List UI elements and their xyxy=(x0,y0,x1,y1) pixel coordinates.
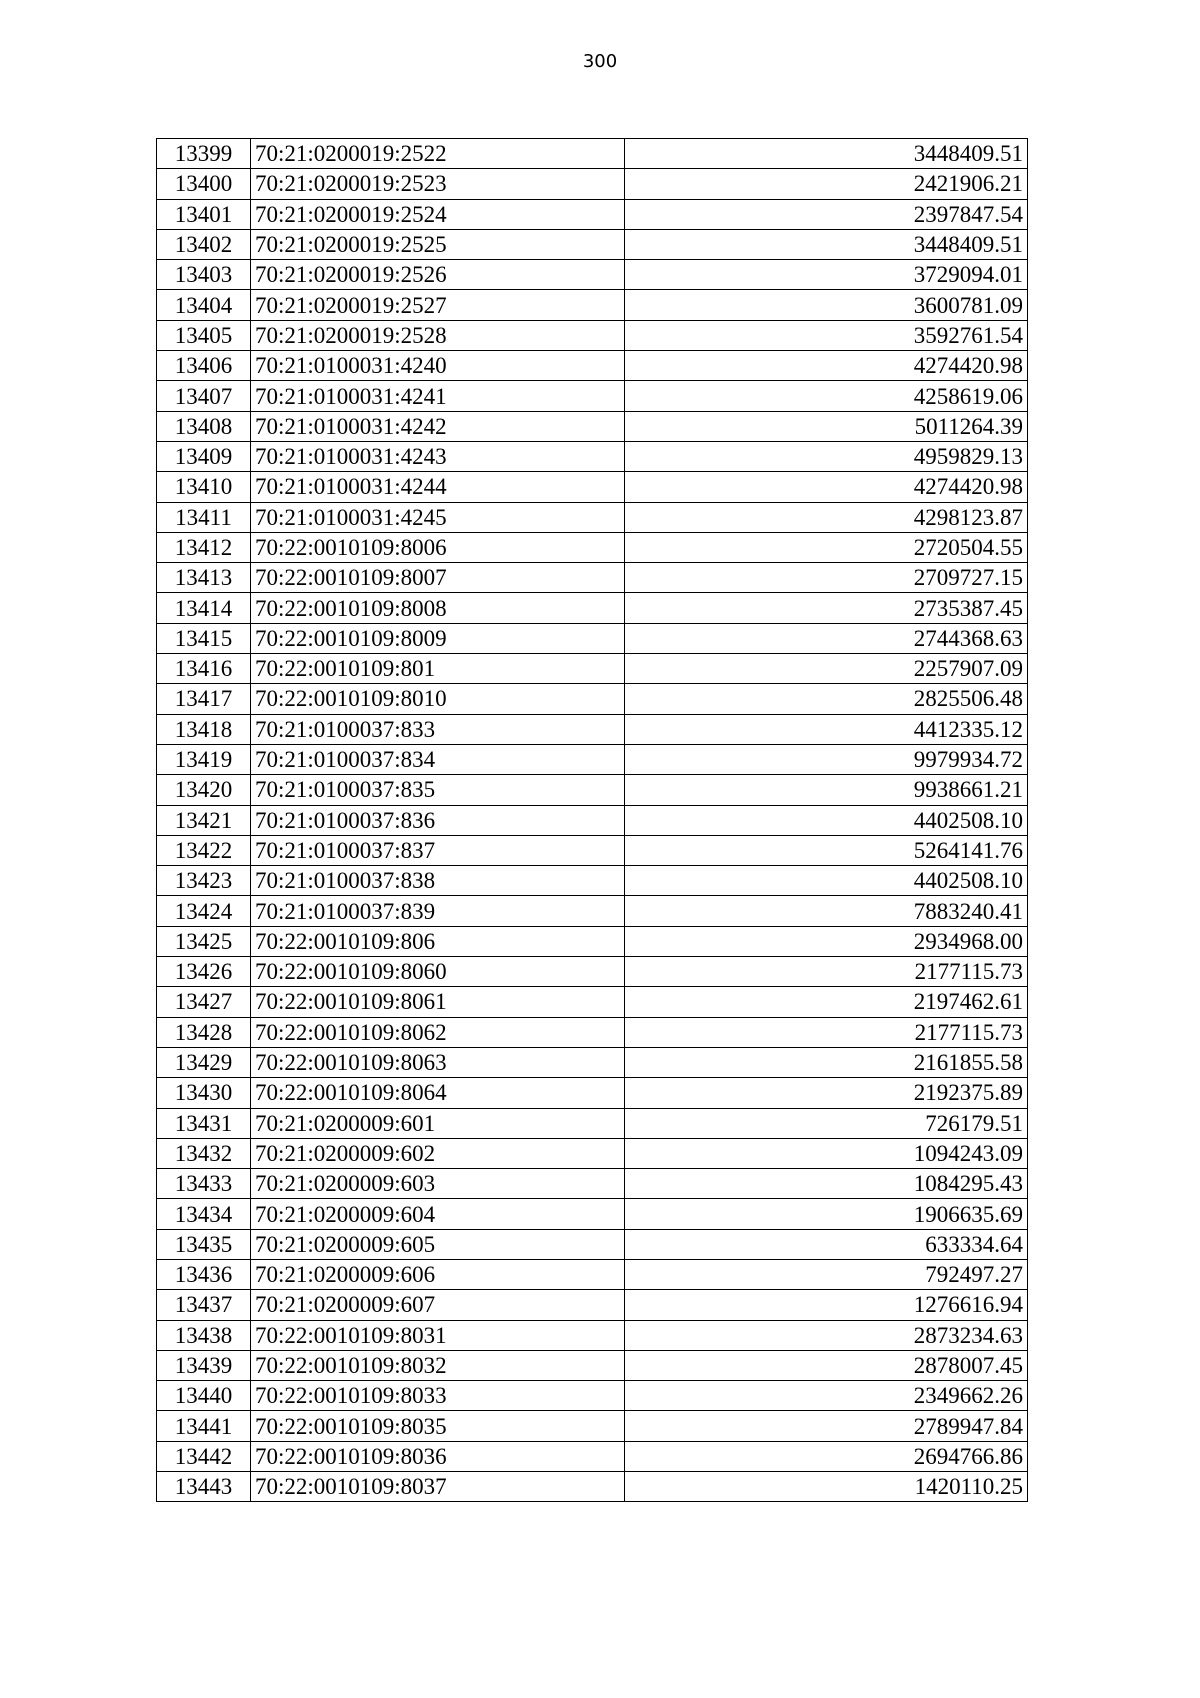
cadastral-value-cell: 4298123.87 xyxy=(625,502,1028,532)
cadastral-value-cell: 2789947.84 xyxy=(625,1411,1028,1441)
row-number-cell: 13433 xyxy=(157,1169,251,1199)
cadastral-value-cell: 2197462.61 xyxy=(625,987,1028,1017)
cadastral-number-cell: 70:21:0200019:2527 xyxy=(251,290,625,320)
row-number-cell: 13401 xyxy=(157,199,251,229)
table-row xyxy=(157,532,1028,562)
cadastral-number-cell: 70:21:0100031:4241 xyxy=(251,381,625,411)
table-row xyxy=(157,441,1028,471)
row-number-cell: 13425 xyxy=(157,926,251,956)
cadastral-number-cell: 70:22:0010109:8062 xyxy=(251,1017,625,1047)
row-number-cell: 13422 xyxy=(157,835,251,865)
table-row xyxy=(157,1411,1028,1441)
cadastral-value-cell: 2349662.26 xyxy=(625,1381,1028,1411)
cadastral-value-cell: 2421906.21 xyxy=(625,169,1028,199)
cadastral-number-cell: 70:21:0200019:2526 xyxy=(251,260,625,290)
cadastral-value-cell: 3592761.54 xyxy=(625,320,1028,350)
row-number-cell: 13435 xyxy=(157,1229,251,1259)
table-row xyxy=(157,1108,1028,1138)
cadastral-number-cell: 70:22:0010109:8032 xyxy=(251,1350,625,1380)
cadastral-number-cell: 70:21:0200019:2524 xyxy=(251,199,625,229)
table-row xyxy=(157,411,1028,441)
table-row xyxy=(157,714,1028,744)
cadastral-value-cell: 1094243.09 xyxy=(625,1138,1028,1168)
cadastral-value-cell: 7883240.41 xyxy=(625,896,1028,926)
cadastral-value-cell: 1276616.94 xyxy=(625,1290,1028,1320)
row-number-cell: 13421 xyxy=(157,805,251,835)
cadastral-number-cell: 70:22:0010109:8007 xyxy=(251,563,625,593)
cadastral-value-cell: 2177115.73 xyxy=(625,957,1028,987)
row-number-cell: 13399 xyxy=(157,139,251,169)
table-row xyxy=(157,654,1028,684)
row-number-cell: 13416 xyxy=(157,654,251,684)
table-row xyxy=(157,472,1028,502)
row-number-cell: 13440 xyxy=(157,1381,251,1411)
table-row xyxy=(157,290,1028,320)
cadastral-value-cell: 4274420.98 xyxy=(625,351,1028,381)
table-row xyxy=(157,1350,1028,1380)
cadastral-value-cell: 792497.27 xyxy=(625,1259,1028,1289)
cadastral-number-cell: 70:21:0100037:835 xyxy=(251,775,625,805)
table-row xyxy=(157,1441,1028,1471)
table-row xyxy=(157,926,1028,956)
cadastral-number-cell: 70:22:0010109:8033 xyxy=(251,1381,625,1411)
table-row xyxy=(157,1290,1028,1320)
cadastral-value-cell: 2161855.58 xyxy=(625,1047,1028,1077)
cadastral-number-cell: 70:21:0200009:601 xyxy=(251,1108,625,1138)
row-number-cell: 13432 xyxy=(157,1138,251,1168)
cadastral-number-cell: 70:21:0200009:604 xyxy=(251,1199,625,1229)
row-number-cell: 13404 xyxy=(157,290,251,320)
cadastral-number-cell: 70:21:0100031:4242 xyxy=(251,411,625,441)
table-row xyxy=(157,896,1028,926)
table-row xyxy=(157,684,1028,714)
table-row xyxy=(157,1320,1028,1350)
cadastral-value-cell: 3600781.09 xyxy=(625,290,1028,320)
row-number-cell: 13437 xyxy=(157,1290,251,1320)
row-number-cell: 13407 xyxy=(157,381,251,411)
cadastral-number-cell: 70:21:0100037:838 xyxy=(251,866,625,896)
cadastral-value-cell: 2825506.48 xyxy=(625,684,1028,714)
cadastral-number-cell: 70:22:0010109:8035 xyxy=(251,1411,625,1441)
row-number-cell: 13438 xyxy=(157,1320,251,1350)
cadastral-number-cell: 70:21:0200019:2525 xyxy=(251,229,625,259)
cadastral-value-cell: 9938661.21 xyxy=(625,775,1028,805)
cadastral-number-cell: 70:21:0200009:603 xyxy=(251,1169,625,1199)
row-number-cell: 13426 xyxy=(157,957,251,987)
cadastral-number-cell: 70:21:0100031:4243 xyxy=(251,441,625,471)
table-row xyxy=(157,805,1028,835)
cadastral-value-table xyxy=(156,138,1028,1502)
cadastral-number-cell: 70:22:0010109:8009 xyxy=(251,623,625,653)
cadastral-value-cell: 1084295.43 xyxy=(625,1169,1028,1199)
table-row xyxy=(157,351,1028,381)
table-row xyxy=(157,260,1028,290)
row-number-cell: 13428 xyxy=(157,1017,251,1047)
row-number-cell: 13424 xyxy=(157,896,251,926)
row-number-cell: 13415 xyxy=(157,623,251,653)
cadastral-value-cell: 4412335.12 xyxy=(625,714,1028,744)
cadastral-number-cell: 70:21:0100037:836 xyxy=(251,805,625,835)
cadastral-value-cell: 2177115.73 xyxy=(625,1017,1028,1047)
table-row xyxy=(157,775,1028,805)
cadastral-number-cell: 70:21:0100037:837 xyxy=(251,835,625,865)
cadastral-number-cell: 70:22:0010109:8064 xyxy=(251,1078,625,1108)
cadastral-number-cell: 70:22:0010109:8060 xyxy=(251,957,625,987)
table-row xyxy=(157,987,1028,1017)
cadastral-number-cell: 70:22:0010109:8006 xyxy=(251,532,625,562)
table-body xyxy=(157,139,1028,1502)
cadastral-value-cell: 2720504.55 xyxy=(625,532,1028,562)
row-number-cell: 13402 xyxy=(157,229,251,259)
table-row xyxy=(157,381,1028,411)
row-number-cell: 13420 xyxy=(157,775,251,805)
cadastral-value-cell: 2257907.09 xyxy=(625,654,1028,684)
row-number-cell: 13414 xyxy=(157,593,251,623)
table-row xyxy=(157,957,1028,987)
cadastral-number-cell: 70:22:0010109:8061 xyxy=(251,987,625,1017)
row-number-cell: 13403 xyxy=(157,260,251,290)
row-number-cell: 13405 xyxy=(157,320,251,350)
row-number-cell: 13443 xyxy=(157,1472,251,1502)
table-row xyxy=(157,744,1028,774)
table-row xyxy=(157,320,1028,350)
cadastral-number-cell: 70:21:0200009:607 xyxy=(251,1290,625,1320)
table-row xyxy=(157,1047,1028,1077)
table-row xyxy=(157,835,1028,865)
cadastral-value-cell: 2735387.45 xyxy=(625,593,1028,623)
cadastral-number-cell: 70:21:0200009:605 xyxy=(251,1229,625,1259)
cadastral-number-cell: 70:21:0200019:2523 xyxy=(251,169,625,199)
cadastral-value-cell: 9979934.72 xyxy=(625,744,1028,774)
cadastral-value-cell: 1906635.69 xyxy=(625,1199,1028,1229)
cadastral-number-cell: 70:22:0010109:8031 xyxy=(251,1320,625,1350)
cadastral-number-cell: 70:21:0100037:839 xyxy=(251,896,625,926)
row-number-cell: 13427 xyxy=(157,987,251,1017)
table-row xyxy=(157,1259,1028,1289)
row-number-cell: 13442 xyxy=(157,1441,251,1471)
cadastral-value-cell: 4402508.10 xyxy=(625,866,1028,896)
cadastral-value-cell: 4402508.10 xyxy=(625,805,1028,835)
cadastral-number-cell: 70:21:0100031:4245 xyxy=(251,502,625,532)
cadastral-value-cell: 2878007.45 xyxy=(625,1350,1028,1380)
row-number-cell: 13406 xyxy=(157,351,251,381)
row-number-cell: 13430 xyxy=(157,1078,251,1108)
table-row xyxy=(157,169,1028,199)
cadastral-value-cell: 4959829.13 xyxy=(625,441,1028,471)
row-number-cell: 13410 xyxy=(157,472,251,502)
row-number-cell: 13436 xyxy=(157,1259,251,1289)
row-number-cell: 13431 xyxy=(157,1108,251,1138)
cadastral-number-cell: 70:21:0200019:2528 xyxy=(251,320,625,350)
table-row xyxy=(157,502,1028,532)
cadastral-value-cell: 2192375.89 xyxy=(625,1078,1028,1108)
cadastral-value-cell: 2873234.63 xyxy=(625,1320,1028,1350)
cadastral-value-cell: 3448409.51 xyxy=(625,139,1028,169)
table-row xyxy=(157,199,1028,229)
table-row xyxy=(157,229,1028,259)
cadastral-value-cell: 726179.51 xyxy=(625,1108,1028,1138)
cadastral-value-cell: 4274420.98 xyxy=(625,472,1028,502)
table-row xyxy=(157,563,1028,593)
cadastral-number-cell: 70:22:0010109:8063 xyxy=(251,1047,625,1077)
cadastral-value-cell: 2694766.86 xyxy=(625,1441,1028,1471)
cadastral-number-cell: 70:21:0100037:833 xyxy=(251,714,625,744)
row-number-cell: 13413 xyxy=(157,563,251,593)
table-row xyxy=(157,1472,1028,1502)
table-row xyxy=(157,593,1028,623)
page-number: 300 xyxy=(582,51,618,72)
cadastral-value-cell: 3448409.51 xyxy=(625,229,1028,259)
table-row xyxy=(157,1169,1028,1199)
cadastral-number-cell: 70:21:0100031:4240 xyxy=(251,351,625,381)
row-number-cell: 13434 xyxy=(157,1199,251,1229)
row-number-cell: 13423 xyxy=(157,866,251,896)
table-row xyxy=(157,1078,1028,1108)
row-number-cell: 13441 xyxy=(157,1411,251,1441)
row-number-cell: 13418 xyxy=(157,714,251,744)
row-number-cell: 13408 xyxy=(157,411,251,441)
cadastral-value-cell: 633334.64 xyxy=(625,1229,1028,1259)
table-row xyxy=(157,1017,1028,1047)
row-number-cell: 13409 xyxy=(157,441,251,471)
table-row xyxy=(157,1381,1028,1411)
table-row xyxy=(157,623,1028,653)
cadastral-value-cell: 2934968.00 xyxy=(625,926,1028,956)
cadastral-number-cell: 70:22:0010109:8008 xyxy=(251,593,625,623)
table-row xyxy=(157,1229,1028,1259)
cadastral-number-cell: 70:22:0010109:8036 xyxy=(251,1441,625,1471)
cadastral-number-cell: 70:22:0010109:806 xyxy=(251,926,625,956)
cadastral-number-cell: 70:21:0200019:2522 xyxy=(251,139,625,169)
cadastral-value-cell: 2709727.15 xyxy=(625,563,1028,593)
cadastral-number-cell: 70:21:0200009:606 xyxy=(251,1259,625,1289)
row-number-cell: 13439 xyxy=(157,1350,251,1380)
table-row xyxy=(157,1138,1028,1168)
row-number-cell: 13400 xyxy=(157,169,251,199)
row-number-cell: 13419 xyxy=(157,744,251,774)
cadastral-number-cell: 70:22:0010109:8010 xyxy=(251,684,625,714)
cadastral-number-cell: 70:21:0200009:602 xyxy=(251,1138,625,1168)
cadastral-number-cell: 70:22:0010109:801 xyxy=(251,654,625,684)
row-number-cell: 13417 xyxy=(157,684,251,714)
row-number-cell: 13429 xyxy=(157,1047,251,1077)
cadastral-value-cell: 5011264.39 xyxy=(625,411,1028,441)
cadastral-number-cell: 70:21:0100031:4244 xyxy=(251,472,625,502)
table-row xyxy=(157,866,1028,896)
cadastral-value-cell: 1420110.25 xyxy=(625,1472,1028,1502)
cadastral-value-cell: 3729094.01 xyxy=(625,260,1028,290)
cadastral-value-cell: 5264141.76 xyxy=(625,835,1028,865)
cadastral-value-cell: 2744368.63 xyxy=(625,623,1028,653)
cadastral-number-cell: 70:21:0100037:834 xyxy=(251,744,625,774)
row-number-cell: 13411 xyxy=(157,502,251,532)
table-row xyxy=(157,1199,1028,1229)
cadastral-number-cell: 70:22:0010109:8037 xyxy=(251,1472,625,1502)
cadastral-value-cell: 4258619.06 xyxy=(625,381,1028,411)
row-number-cell: 13412 xyxy=(157,532,251,562)
cadastral-value-cell: 2397847.54 xyxy=(625,199,1028,229)
table-row xyxy=(157,139,1028,169)
